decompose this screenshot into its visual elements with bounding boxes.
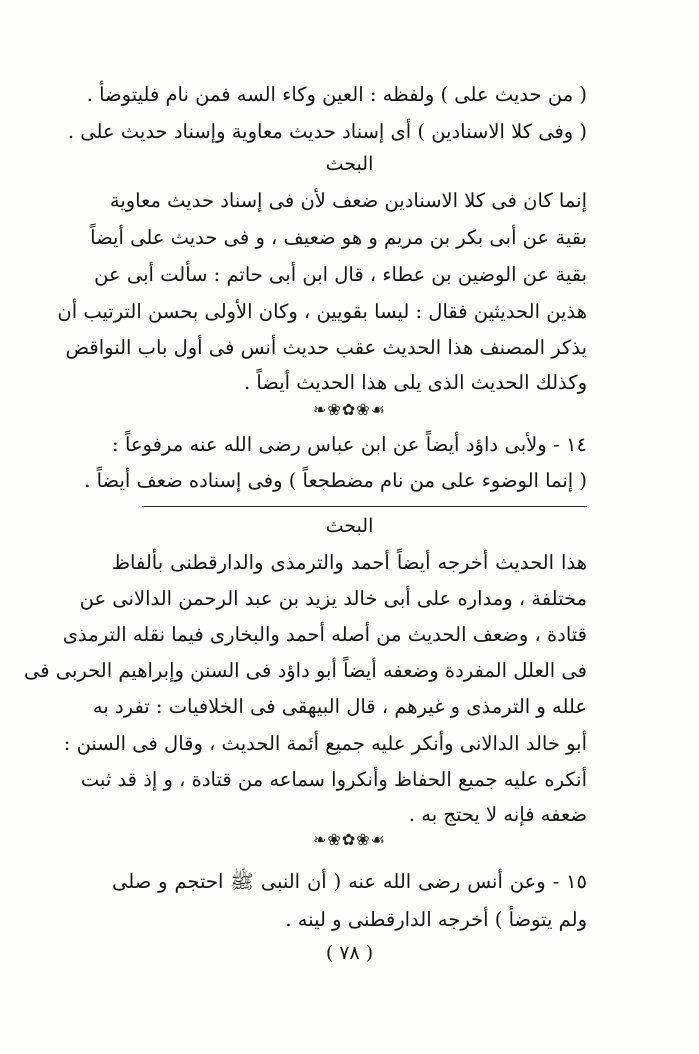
- text-line: أنكره عليه جميع الحفاظ وأنكروا سماعه من قتادة ، و إذ قد ثبت: [80, 768, 587, 791]
- text-line: ولم يتوضأ ) أخرجه الدارقطنى و لينه .: [285, 908, 587, 931]
- section-heading: البحث: [325, 515, 374, 537]
- text-line: علله و الترمذى و غيرهم ، قال البيهقى فى الخلافيات : تفرد به: [92, 695, 587, 718]
- text-line: هذا الحديث أخرجه أيضاً أحمد والترمذى والدارقطنى بألفاظ: [112, 551, 587, 574]
- text-line: فى العلل المفردة وضعفه أيضاً أبو داؤد فى السنن وإبراهيم الحربى فى: [23, 659, 587, 682]
- text-line: أبو خالد الدالانى وأنكر عليه جميع أئمة الحديث ، وقال فى السنن :: [63, 732, 587, 755]
- text-line: إنما كان فى كلا الاسنادين ضعف لأن فى إسناد حديث معاوية: [109, 189, 587, 212]
- text-line: ( وفى كلا الاسنادين ) أى إسناد حديث معاوية وإسناد حديث على .: [67, 120, 587, 143]
- text-line: بقية عن الوضين بن عطاء ، قال ابن أبى حاتم : سألت أبى عن: [94, 263, 587, 286]
- text-line: ١٤ - ولأبى داؤد أيضاً عن ابن عباس رضى الله عنه مرفوعاً :: [112, 433, 587, 456]
- text-line: ١٥ - وعن أنس رضى الله عنه ( أن النبى ﷺ احتجم و صلى: [112, 870, 587, 893]
- section-heading: البحث: [325, 153, 374, 175]
- text-line: ( إنما الوضوء على من نام مضطجعاً ) وفى إسناده ضعف أيضاً .: [84, 469, 587, 492]
- text-line: ( من حديث على ) ولفظه : العين وكاء السه فمن نام فليتوضأ .: [86, 83, 587, 106]
- text-line: مختلفة ، ومداره على أبى خالد يزيد بن عبد الرحمن الدالانى عن: [79, 587, 587, 610]
- text-line: يذكر المصنف هذا الحديث عقب حديث أنس فى أول باب النواقض: [65, 336, 587, 359]
- ornament-divider: ❧❀✿❀☙: [313, 830, 386, 849]
- horizontal-rule: [142, 506, 587, 507]
- text-line: قتادة ، وضعف الحديث من أصله أحمد والبخارى فيما نقله الترمذى: [62, 623, 587, 646]
- ornament-divider: ❧❀✿❀☙: [313, 400, 386, 419]
- text-line: بقية عن أبى بكر بن مريم و هو ضعيف ، و فى حديث على أيضاً: [90, 226, 587, 249]
- text-line: وكذلك الحديث الذى يلى هذا الحديث أيضاً .: [243, 371, 587, 394]
- page-number: ( ٧٨ ): [325, 942, 374, 964]
- text-line: هذين الحديثين فقال : ليسا بقويين ، وكان الأولى بحسن الترتيب أن: [57, 300, 587, 323]
- text-line: ضعفه فإنه لا يحتج به .: [408, 803, 587, 826]
